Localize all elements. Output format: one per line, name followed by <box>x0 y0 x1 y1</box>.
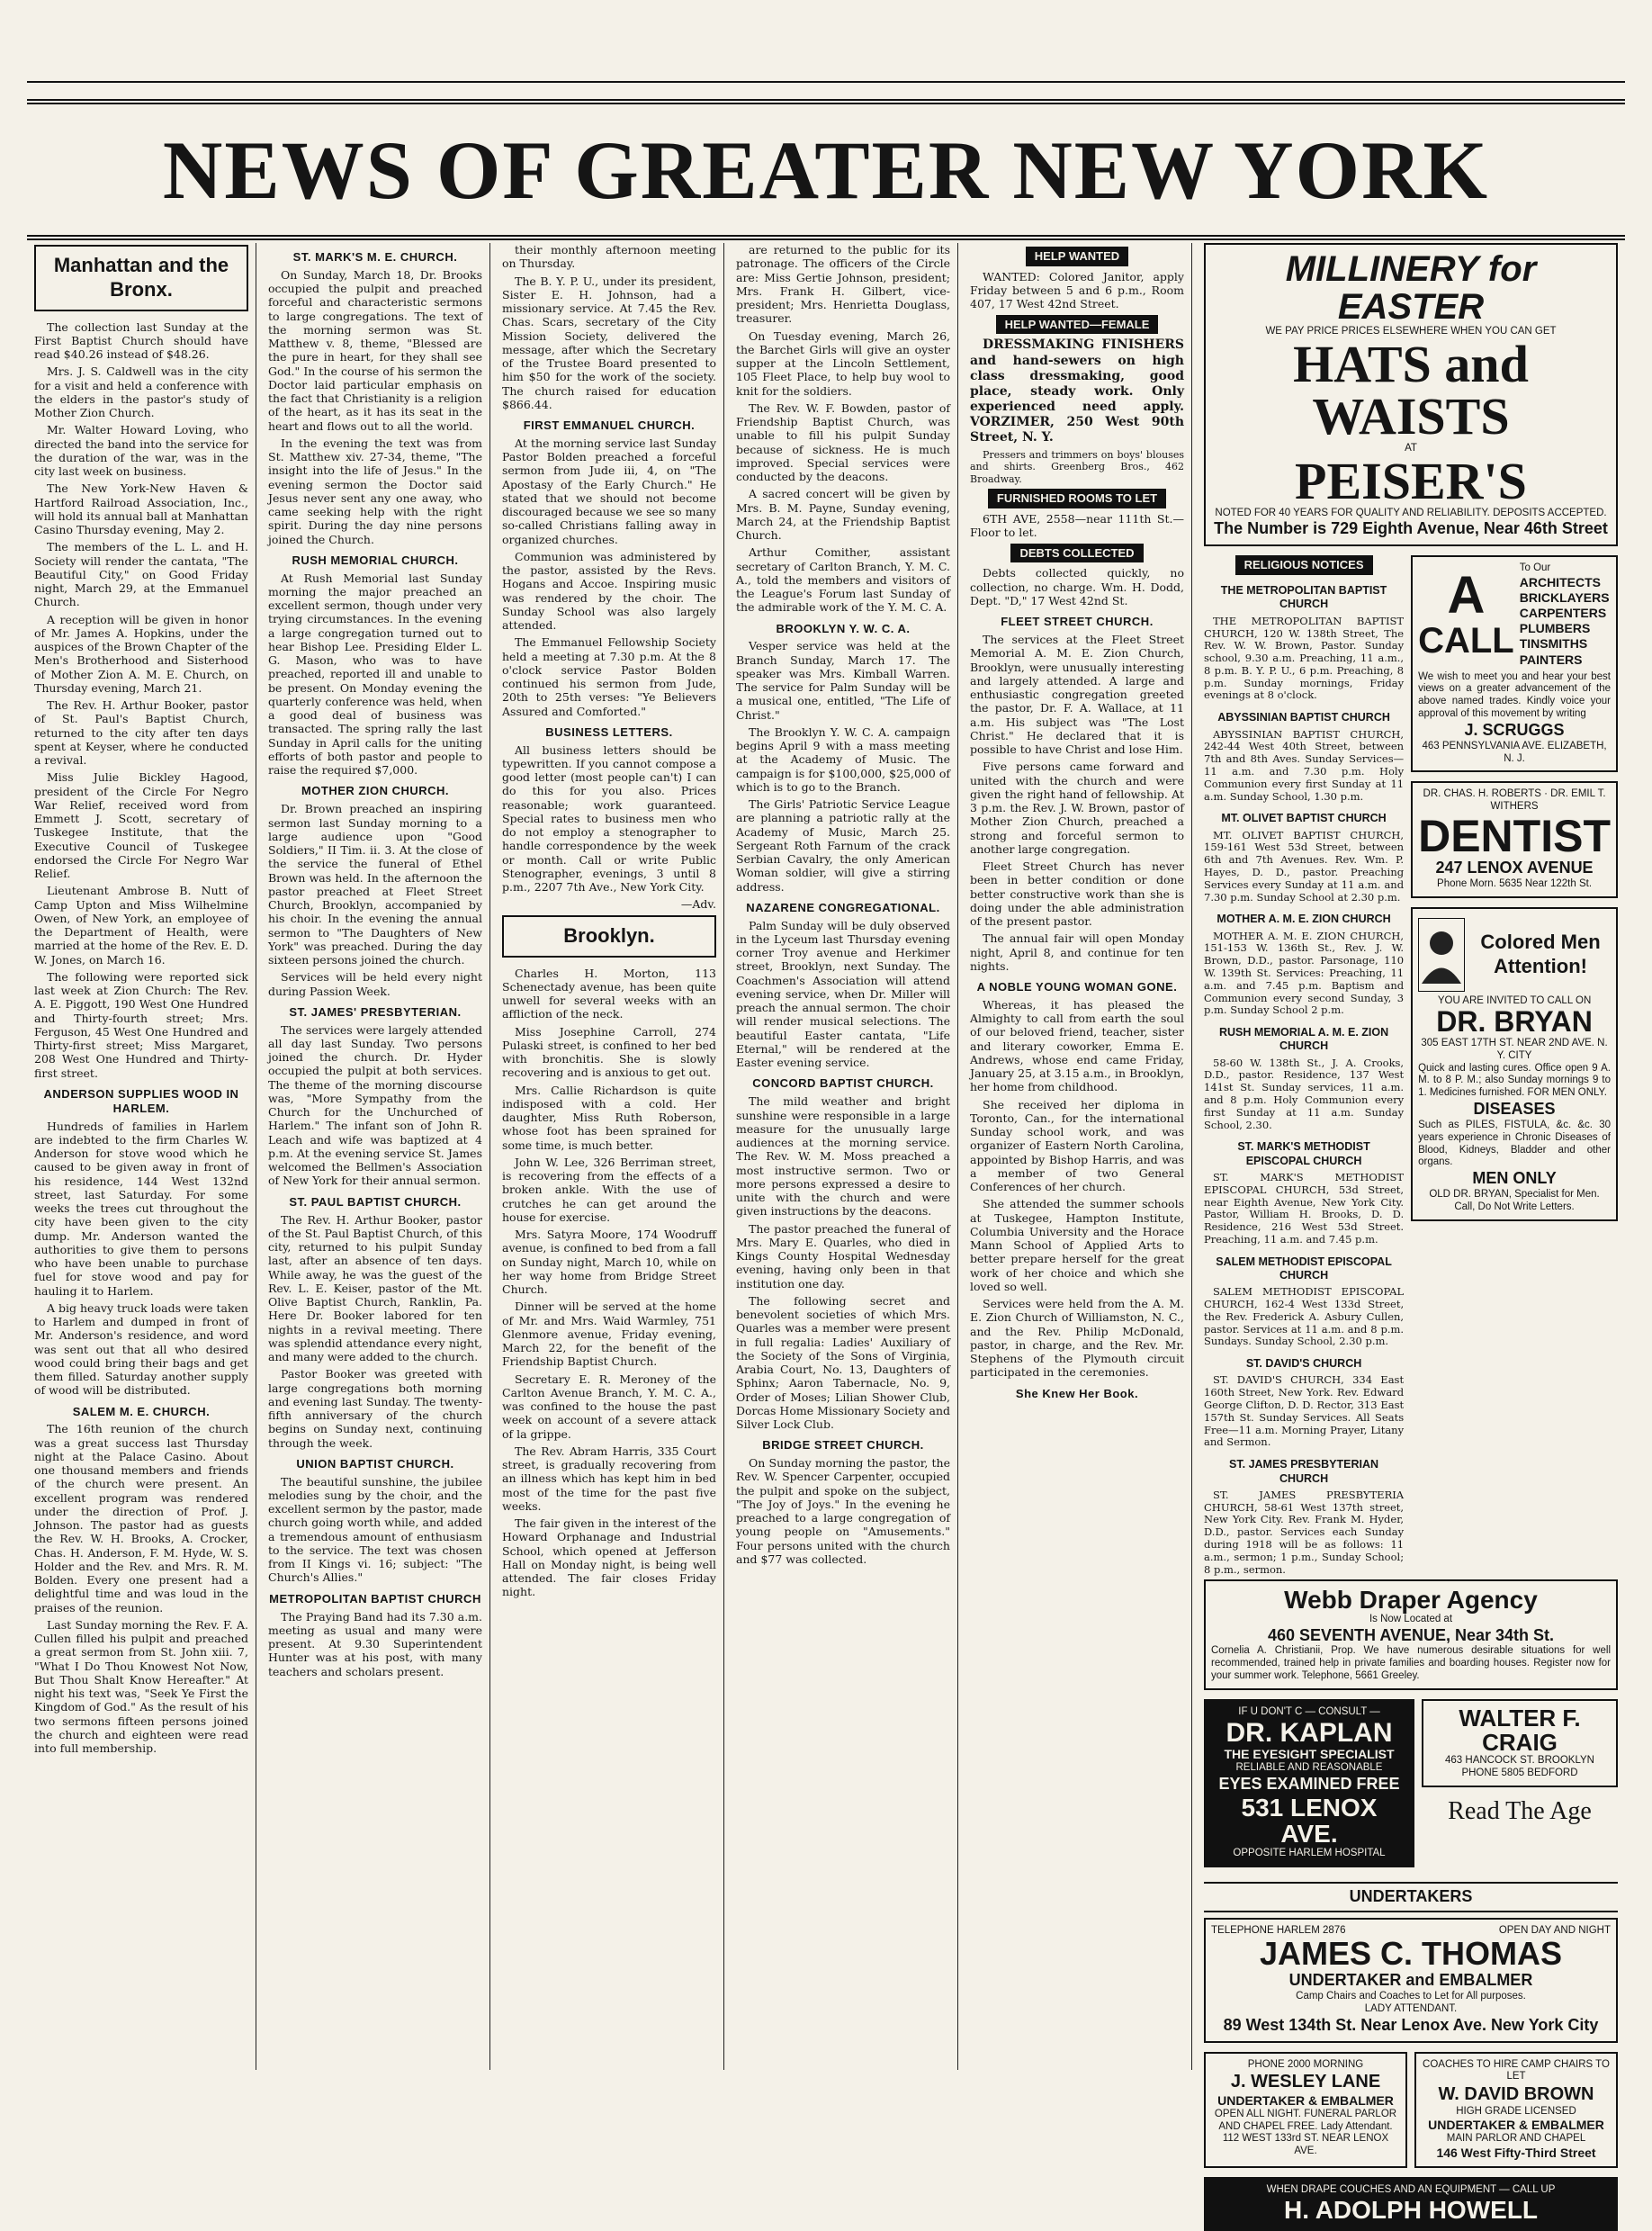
classified-ad: Debts collected quickly, no collection, no charge. Wm. H. Dodd, Dept. "D," 17 West 42nd St. <box>970 566 1184 607</box>
news-item: The fair given in the interest of the Howard Orphanage and Industrial School, which opened at Jefferson Hall on Monday night, is being well attended. The fair closes Friday night. <box>502 1516 716 1599</box>
brown-sub: UNDERTAKER & EMBALMER <box>1428 2118 1604 2133</box>
invited-label: YOU ARE INVITED TO CALL ON <box>1437 994 1592 1006</box>
news-item: The mild weather and bright sunshine were responsible in a large measure for the unusually large audiences at the morning service. The Rev. W. M. Moss preached a most instructive sermon. Two or more persons expressed a desire to unite with the church and were given instructions by the deacons. <box>736 1094 950 1219</box>
news-item: The Rev. Abram Harris, 335 Court street, is gradually recovering from an illness which has kept him in bed most of the time for the past five weeks. <box>502 1444 716 1513</box>
news-item: Mrs. Satyra Moore, 174 Woodruff avenue, is confined to bed from a fall on Sunday night, March 10, while on her way home from Bridge Street Church. <box>502 1228 716 1297</box>
column-6-ads <box>1197 243 1625 2225</box>
masthead <box>27 99 1625 240</box>
kaplan-sub: THE EYESIGHT SPECIALIST <box>1224 1747 1395 1762</box>
craig-address: 463 HANCOCK ST. BROOKLYN <box>1445 1755 1594 1767</box>
religious-notices <box>1204 555 1404 1579</box>
bryan-ad <box>1411 907 1618 1221</box>
column-5 <box>963 243 1192 2070</box>
lane-phone: PHONE 2000 MORNING <box>1247 2058 1364 2070</box>
peiser-sub: NOTED FOR 40 YEARS FOR QUALITY AND RELIABILITY. DEPOSITS ACCEPTED. <box>1215 507 1607 518</box>
heading-union: UNION BAPTIST CHURCH. <box>296 1456 454 1471</box>
notice-title: ST. DAVID'S CHURCH <box>1245 1357 1362 1371</box>
peiser-title: PEISER'S <box>1295 451 1527 510</box>
news-item: The following were reported sick last week at Zion Church: The Rev. A. E. Piggott, 190 West One Hundred and Thirty-fourth street; Mrs. Ferguson, 45 West One Hundred and Thirty-first street; Miss Margaret, 208 West One Hundred and Thirty-first street. <box>34 969 248 1080</box>
webb-title: Webb Draper Agency <box>1284 1586 1538 1615</box>
bryan-text: Quick and lasting cures. Office open 9 A. M. to 8 P. M.; also Sunday mornings 9 to 1. Medicines furnished. FOR MEN ONLY. <box>1418 1062 1611 1099</box>
howell-ad <box>1204 2177 1618 2230</box>
news-item: Miss Josephine Carroll, 274 Pulaski street, is confined to her bed with bronchitis. She is slowly recovering and is anxious to get out. <box>502 1024 716 1080</box>
notice-text: THE METROPOLITAN BAPTIST CHURCH, 120 W. 138th Street, The Rev. W. W. Brown, Pastor. Sunday school, 9.30 a.m. Preaching, 11 a.m., 8 p.m. B. Y. P. U., 6 p.m. Preaching, 8 p.m. Sunday mornings, Friday evenings at 8 o'clock. <box>1204 614 1405 702</box>
column-1 <box>27 243 256 2070</box>
kaplan-address: 531 LENOX AVE. <box>1241 1793 1378 1849</box>
howell-top: WHEN DRAPE COUCHES AND AN EQUIPMENT — CALL UP <box>1266 2184 1556 2196</box>
heading-metropolitan: METROPOLITAN BAPTIST CHURCH <box>269 1591 481 1606</box>
column-2 <box>261 243 490 2070</box>
news-item: The B. Y. P. U., under its president, Sister E. H. Johnson, had a missionary service. At 7.45 the Rev. Chas. Scars, secretary of the City Mission Society, delivered the message, after which the Secretary of the Trustee Board presented to him $50 for the work of the society. The church raised for education $866.44. <box>502 274 716 411</box>
thomas-text: Camp Chairs and Coaches to Let for All purposes. <box>1296 1991 1526 2002</box>
dentist-address: 247 LENOX AVENUE <box>1435 858 1594 877</box>
page-title: NEWS OF GREATER NEW YORK <box>162 123 1490 216</box>
news-item: Mrs. J. S. Caldwell was in the city for a visit and held a conference with the elders in the pastor's study of Mother Zion Church. <box>34 364 248 420</box>
news-item: Palm Sunday will be duly observed in the Lyceum last Thursday evening corner Troy avenue and Herkimer street, Brooklyn, next Sunday. The Coachmen's Association will attend evening service, when Dr. Miller will preach the annual sermon. The choir will render musical selections. The beautiful Easter cantata, "Life Eternal," will be rendered at the Easter evening service. <box>736 918 950 1070</box>
brown-title: W. DAVID BROWN <box>1438 2084 1594 2105</box>
lane-text: OPEN ALL NIGHT. FUNERAL PARLOR AND CHAPEL FREE. Lady Attendant. <box>1214 2108 1397 2132</box>
section-brooklyn: Brooklyn. <box>502 915 716 958</box>
news-item: The New York-New Haven & Hartford Railroad Association, Inc., will hold its annual ball at Manhattan Casino Thursday evening, May 2. <box>34 481 248 537</box>
call-trades: ARCHITECTS BRICKLAYERS CARPENTERS PLUMBERS TINSMITHS PAINTERS <box>1519 575 1610 667</box>
notice-text: MOTHER A. M. E. ZION CHURCH, 151-153 W. 136th St., Rev. J. W. Brown, D.D., pastor. Parsonage, 110 W. 139th St. Services: Preaching, 11 a.m. and 7.45 p.m. Baptism and Communion every second Sunday, 3 p.m. Sunday School 2 p.m. <box>1204 929 1405 1017</box>
peiser-address: The Number is 729 Eighth Avenue, Near 46th Street <box>1214 519 1608 538</box>
thomas-address: 89 West 134th St. Near Lenox Ave. New York City <box>1223 2015 1599 2034</box>
classified-ad: DRESSMAKING FINISHERS and hand-sewers on high class dressmaking, good place, steady work. Only experienced need apply. VORZIMER, 250 West 90th Street, N. Y. <box>970 337 1184 445</box>
lane-sub: UNDERTAKER & EMBALMER <box>1217 2092 1394 2108</box>
news-item: Dr. Brown preached an inspiring sermon last Sunday morning to a large audience upon "Good Soldiers," II Tim. ii. 3. At the close of the service the funeral of Ethel Brown was held. In the afternoon the pastor preached at Fleet Street Church, Brooklyn, accompanied by his choir. In the evening the annual sermon to "The Daughters of New York" was preached. During the day sixteen persons joined the church. <box>268 802 482 967</box>
heading-anderson: ANDERSON SUPPLIES WOOD IN HARLEM. <box>43 1086 239 1115</box>
craig-ad <box>1422 1699 1618 1787</box>
heading-noble-young-woman: A NOBLE YOUNG WOMAN GONE. <box>976 980 1178 994</box>
news-item: The Rev. H. Arthur Booker, pastor of St. Paul's Baptist Church, returned to the city after ten days spent at Keyser, where he conducted a revival. <box>34 698 248 768</box>
howell-title: H. ADOLPH HOWELL <box>1283 2196 1539 2225</box>
notice-title: SALEM METHODIST EPISCOPAL CHURCH <box>1216 1255 1392 1282</box>
thomas-sub: UNDERTAKER and EMBALMER <box>1288 1971 1533 1990</box>
notice-title: MOTHER A. M. E. ZION CHURCH <box>1217 913 1391 926</box>
news-item: The members of the L. L. and H. Society will render the cantata, "The Beautiful City," on Good Friday night, March 29, at the Emmanuel Church. <box>34 540 248 609</box>
kaplan-ad <box>1204 1699 1414 1867</box>
news-item: their monthly afternoon meeting on Thursday. <box>502 243 716 271</box>
news-item: Fleet Street Church has never been in better condition or done better constructive work than she is doing under the able administration of the present pastor. <box>970 859 1184 929</box>
brown-licensed: HIGH GRADE LICENSED <box>1456 2105 1576 2117</box>
lane-ad <box>1204 2052 1407 2169</box>
doctor-portrait <box>1418 918 1465 992</box>
notice-text: ST. DAVID'S CHURCH, 334 East 160th Street, New York. Rev. Edward George Clifton, D. D. Rector, 313 East 157th St. Sunday Services. All Seats Free—11 a.m. Morning Prayer, Litany and Sermon. <box>1204 1373 1405 1449</box>
heading-fleet-street: FLEET STREET CHURCH. <box>1001 615 1154 629</box>
dentist-phone: Phone Morn. 5635 Near 122th St. <box>1437 877 1593 889</box>
call-address: 463 PENNSYLVANIA AVE. ELIZABETH, N. J. <box>1422 740 1607 764</box>
kaplan-reliable: RELIABLE AND REASONABLE <box>1235 1762 1383 1774</box>
religious-notices-heading: RELIGIOUS NOTICES <box>1235 555 1373 575</box>
heading-business-letters: BUSINESS LETTERS. <box>545 724 673 739</box>
webb-address: 460 SEVENTH AVENUE, Near 34th St. <box>1267 1625 1555 1644</box>
news-item: She attended the summer schools at Tuskegee, Hampton Institute, Columbia University and the Horace Mann School of Applied Arts to better prepare herself for the great work of her choice and which she loved so well. <box>970 1197 1184 1293</box>
news-item: A reception will be given in honor of Mr. James A. Hopkins, under the auspices of the Brown Chapter of the Men's Brotherhood and Sisterhood of Mother Zion A. M. E. Church, on Thursday evening, March 21. <box>34 612 248 695</box>
news-item: The following secret and benevolent societies of which Mrs. Quarles was a member were present in full regalia: Ladies' Auxiliary of the Society of the Sons of Virginia, Arabia Court, No. 13, Daughters of Sphinx; Aaron Tabernacle, No. 9, Order of Moses; Lilian Shower Club, Dorcas Home Missionary Society and Silver Lock Club. <box>736 1293 950 1432</box>
notice-title: THE METROPOLITAN BAPTIST CHURCH <box>1220 584 1387 611</box>
hats-title: HATS and WAISTS <box>1293 334 1529 445</box>
brown-address: 146 West Fifty-Third Street <box>1436 2146 1596 2161</box>
heading-bridge-street: BRIDGE STREET CHURCH. <box>762 1438 924 1453</box>
news-item: The Brooklyn Y. W. C. A. campaign begins April 9 with a mass meeting at the Academy of Music. The campaign is for $100,000, $25,000 of which is to go to the Branch. <box>736 724 950 794</box>
dentist-ad <box>1411 781 1618 897</box>
section-manhattan: Manhattan and the Bronx. <box>34 245 248 311</box>
diseases-title: DISEASES <box>1473 1100 1556 1119</box>
heading-mother-zion: MOTHER ZION CHURCH. <box>301 784 450 798</box>
news-item: Secretary E. R. Meroney of the Carlton Avenue Branch, Y. M. C. A., was confined to the house the past week on account of a severe attack of la grippe. <box>502 1372 716 1441</box>
dentist-names: DR. CHAS. H. ROBERTS · DR. EMIL T. WITHERS <box>1423 788 1606 813</box>
webb-sub: Is Now Located at <box>1369 1613 1453 1624</box>
footer-caption: She Knew Her Book. <box>1015 1386 1139 1400</box>
news-item: The Girls' Patriotic Service League are planning a patriotic rally at the Academy of Music, March 25. Sergeant Roth Farnum of the crack Serbian Cavalry, the only American Woman soldier, will give a stirring address. <box>736 797 950 894</box>
notice-title: ST. JAMES PRESBYTERIAN CHURCH <box>1229 1458 1379 1485</box>
heading-stjames: ST. JAMES' PRESBYTERIAN. <box>289 1004 462 1019</box>
column-3 <box>495 243 724 2070</box>
news-item: The beautiful sunshine, the jubilee melodies sung by the choir, and the excellent sermon by the pastor, made church going worth while, and added a tremendous amount of enthusiasm to the service. The text was chosen from II Kings vi. 16; subject: "The Church's Allies." <box>268 1474 482 1585</box>
news-item: Vesper service was held at the Branch Sunday, March 17. The speaker was Mrs. Kimball Warren. The service for Palm Sunday will be a musical one, entitled, "The Life of Christ." <box>736 639 950 722</box>
bryan-footer: OLD DR. BRYAN, Specialist for Men. Call, Do Not Write Letters. <box>1429 1189 1600 1212</box>
thomas-open: OPEN DAY AND NIGHT <box>1498 1924 1611 1936</box>
brown-ad <box>1414 2052 1618 2169</box>
adv-mark: —Adv. <box>680 897 716 912</box>
heading-stpaul: ST. PAUL BAPTIST CHURCH. <box>289 1194 462 1209</box>
notice-text: SALEM METHODIST EPISCOPAL CHURCH, 162-4 West 133d Street, the Rev. Frederick A. Asbury Cullen, pastor. Services at 11 a.m. and 8 p.m. Sundays. Sunday School, 2.30 p.m. <box>1204 1285 1405 1348</box>
thomas-title: JAMES C. THOMAS <box>1259 1935 1563 1973</box>
heading-brooklyn-ywca: BROOKLYN Y. W. C. A. <box>776 621 911 635</box>
news-item: The Praying Band had its 7.30 a.m. meeting as usual and many were present. At 9.30 Superintendent Hunter was at his post, with many teachers and scholars present. <box>268 1609 482 1678</box>
debts-heading: DEBTS COLLECTED <box>1010 544 1143 563</box>
kaplan-eyes: EYES EXAMINED FREE <box>1218 1775 1400 1794</box>
webb-ad <box>1204 1579 1618 1690</box>
brown-chapel: MAIN PARLOR AND CHAPEL <box>1446 2133 1586 2145</box>
news-item: are returned to the public for its patronage. The officers of the Circle are: Miss Gertie Johnson, president; Mrs. Frank H. Gilbert, vice-president; Mrs. Henrietta Douglass, treasurer. <box>736 243 950 326</box>
kaplan-top: IF U DON'T C — CONSULT — <box>1238 1705 1380 1717</box>
heading-salem: SALEM M. E. CHURCH. <box>72 1404 211 1418</box>
news-item: Dinner will be served at the home of Mr. and Mrs. Waid Warmley, 751 Glenmore avenue, Friday evening, March 22, for the benefit of the Friendship Baptist Church. <box>502 1300 716 1369</box>
call-text: We wish to meet you and hear your best views on a greater advancement of the above named trades. Kindly voice your approval of this movement by writing <box>1418 670 1611 719</box>
millinery-title: MILLINERY for EASTER <box>1285 249 1537 327</box>
news-item: The Emmanuel Fellowship Society held a meeting at 7.30 p.m. At the 8 o'clock service Pastor Bolden continued his sermon from Jude, 20th to 25th verses: "Ye Believers Assured and Comforted." <box>502 635 716 718</box>
news-item: The services at the Fleet Street Memorial A. M. E. Zion Church, Brooklyn, were unusually interesting and largely attended. A large and enthusiastic congregation greeted the pastor, Dr. F. A. Wallace, at 11 a.m. His subject was "The Lost Christ." He declared that it is possible to have Christ and lose Him. <box>970 633 1184 757</box>
ads-right-2 <box>1422 1699 1618 1876</box>
thomas-ad <box>1204 1918 1618 2043</box>
news-item: In the evening the text was from St. Matthew xiv. 27-34, theme, "The insight into the life of Jesus." In the evening sermon the Doctor said Jesus never sent any one away, who came seeking help with the right spirit. During the day nine persons joined the Church. <box>268 436 482 546</box>
webb-text: Cornelia A. Christianii, Prop. We have numerous desirable situations for well recommended, trained help in private families and boarding houses. Register now for your summer work. Telephone, 5661 Greeley. <box>1211 1645 1611 1682</box>
news-item: Last Sunday morning the Rev. F. A. Cullen filled his pulpit and preached a great sermon from St. John xiii. 7, "What I Do Thou Knowest Not Now, But Thou Shalt Know Hereafter." At night his text was, "Seek Ye First the Kingdom of God." As the result of his two sermons fifteen persons joined the church and eighteen were read into full membership. <box>34 1617 248 1756</box>
heading-rush: RUSH MEMORIAL CHURCH. <box>292 553 459 567</box>
craig-phone: PHONE 5805 BEDFORD <box>1461 1768 1578 1779</box>
news-item: The pastor preached the funeral of Mrs. Mary E. Quarles, who died in Kings County Hospital Wednesday evening, having only been in that institution one day. <box>736 1221 950 1291</box>
news-item: On Tuesday evening, March 26, the Barchet Girls will give an oyster supper at the Lincoln Settlement, 105 Fleet Place, to help buy wool to knit for the soldiers. <box>736 328 950 398</box>
news-item: Miss Julie Bickley Hagood, president of the Circle For Negro War Relief, received word from Emmett J. Scott, secretary of Tuskegee Institute, that the Executive Council of Tuskegee endorsed the Circle For Negro War Relief. <box>34 770 248 881</box>
news-item: Mrs. Callie Richardson is quite indisposed with a cold. Her daughter, Miss Ruth Roberson, whose foot has been sprained for some time, is much better. <box>502 1083 716 1152</box>
news-item: Mr. Walter Howard Loving, who directed the band into the service for the duration of the war, was in the city last week on business. <box>34 423 248 479</box>
top-strip <box>27 18 1625 83</box>
heading-first-emmanuel: FIRST EMMANUEL CHURCH. <box>523 418 696 432</box>
notice-text: ST. MARK'S METHODIST EPISCOPAL CHURCH, 53d Street, near Eighth Avenue, New York City. Pastor, William H. Brooks, D. D. Residence, 216 West 53d Street. Preaching, 11 a.m. and 7.45 p.m. <box>1204 1170 1405 1246</box>
craig-title: WALTER F. CRAIG <box>1459 1704 1581 1757</box>
news-item: The services were largely attended all day last Sunday. Two persons joined the church. Dr. Hyder occupied the pulpit at both services. The theme of the morning discourse was, "More Sympathy from the Church for the Unchurched of Harlem." The infant son of John R. Leach and wife was baptized at 4 p.m. At the evening service St. James welcomed the Bellmen's Association of New York for their annual sermon. <box>268 1022 482 1188</box>
notice-title: RUSH MEMORIAL A. M. E. ZION CHURCH <box>1218 1026 1389 1053</box>
millinery-sub: WE PAY PRICE PRICES ELSEWHERE WHEN YOU CAN GET <box>1265 326 1557 337</box>
lane-title: J. WESLEY LANE <box>1230 2072 1381 2092</box>
men-only-title: MEN ONLY <box>1472 1169 1557 1188</box>
news-item: Services were held from the A. M. E. Zion Church of Williamston, N. C., and the Rev. Philip McDonald, pastor, in charge, and the Rev. Mr. Stephens of the Plymouth circuit participated in the ceremonies. <box>970 1297 1184 1380</box>
news-item: On Sunday morning the pastor, the Rev. W. Spencer Carpenter, occupied the pulpit and spoke on the subject, "The Joy of Joys." In the evening he preached to a large congregation of young people on "Amusements." Four persons united with the church and $77 was collected. <box>736 1456 950 1566</box>
news-item: She received her diploma in Toronto, Can., for the international Sunday school work, and was organizer of Eastern North Carolina, appointed by Bishop Harris, and was a member of two General Conferences of her church. <box>970 1097 1184 1194</box>
news-item: The annual fair will open Monday night, April 8, and continue for ten nights. <box>970 931 1184 973</box>
colored-men-title: Colored Men Attention! <box>1480 930 1601 977</box>
news-item: On Sunday, March 18, Dr. Brooks occupied the pulpit and preached forceful and characteristic sermons to large congregations. The text of the morning sermon was St. Matthew v. 8, theme, "Blessed are the pure in heart, for they shall see God." In the course of his sermon the Doctor laid particular emphasis on the fact that Christianity is a religion of the heart, as it has its seat in the heart and flows out to all the world. <box>268 267 482 433</box>
call-title: CALL <box>1418 621 1514 661</box>
notice-text: ST. JAMES PRESBYTERIA CHURCH, 58-61 West 137th street, New York City. Rev. Frank M. Hyder, D.D., pastor. Services each Sunday during 1918 will be as follows: 11 a.m., sermon; 1 p.m., Sunday School; 8 p.m., sermon. <box>1204 1488 1405 1576</box>
notice-title: MT. OLIVET BAPTIST CHURCH <box>1221 812 1387 825</box>
thomas-phone: TELEPHONE HARLEM 2876 <box>1211 1924 1346 1936</box>
column-4 <box>729 243 958 2070</box>
thomas-lady: LADY ATTENDANT. <box>1364 2002 1458 2014</box>
peiser-ad <box>1204 243 1618 546</box>
notice-text: ABYSSINIAN BAPTIST CHURCH, 242-44 West 40th Street, between 7th and 8th Aves. Sunday Services—11 a.m. and 7.30 p.m. Holy Communion every first Sunday at 11 a.m. Sunday School, 1.30 p.m. <box>1204 727 1405 803</box>
news-item: John W. Lee, 326 Berriman street, is recovering from the effects of a broken ankle. With the use of crutches he can get around the house for exercise. <box>502 1155 716 1224</box>
at-label: AT <box>1405 442 1417 454</box>
classified-ad: Pressers and trimmers on boys' blouses and shirts. Greenberg Bros., 462 Broadway. <box>970 449 1184 485</box>
scruggs-ad <box>1411 555 1618 772</box>
classified-ad: WANTED: Colored Janitor, apply Friday between 5 and 6 p.m., Room 407, 17 West 42nd Street. <box>970 269 1184 311</box>
heading-nazarene: NAZARENE CONGREGATIONAL. <box>746 900 940 914</box>
ads-row-3 <box>1204 2052 1618 2178</box>
notice-text: MT. OLIVET BAPTIST CHURCH, 159-161 West 53d Street, between 6th and 7th Avenues. Rev. Wm. P. Hayes, D. D., pastor. Preaching Services every Sunday at 11 a.m. and 7.30 p.m. Sunday School at 2.30 p.m. <box>1204 828 1405 904</box>
heading-stmarks: ST. MARK'S M. E. CHURCH. <box>292 250 458 264</box>
news-item: Pastor Booker was greeted with large congregations both morning and evening last Sunday. The twenty-fifth anniversary of the church begins on Sunday next, continuing through the week. <box>268 1367 482 1450</box>
diseases-text: Such as PILES, FISTULA, &c. &c. 30 years experience in Chronic Diseases of Blood, Kidneys, Bladder and other organs. <box>1418 1120 1611 1168</box>
news-item: Services will be held every night during Passion Week. <box>268 970 482 998</box>
news-item: At Rush Memorial last Sunday morning the major preached an excellent sermon, though under very trying circumstances. In the evening a large congregation turned out to hear Bishop Lee. Presiding Elder L. G. Mason, who was to have preached, reported ill and unable to be present. On Monday evening the quarterly conference was held, when a good deal of business was transacted. The spring rally the last Sunday in April calls for the uniting efforts of both pastor and people to raise the required $7,000. <box>268 571 482 778</box>
portrait-icon <box>1419 925 1464 984</box>
news-item: Communion was administered by the pastor, assisted by the Revs. Hogans and Accoe. Inspiring music was rendered by the choir. The Sunday School was also largely attended. <box>502 549 716 633</box>
ads-right <box>1411 555 1618 1579</box>
help-female-heading: HELP WANTED—FEMALE <box>996 315 1159 335</box>
notice-title: ABYSSINIAN BAPTIST CHURCH <box>1217 711 1390 724</box>
news-item: The collection last Sunday at the First Baptist Church should have read $40.26 instead of $48.26. <box>34 319 248 362</box>
dentist-title: DENTIST <box>1418 810 1611 861</box>
news-item: Hundreds of families in Harlem are indebted to the firm Charles W. Anderson for stove wood which he caused to be given away in front of his residence, 144 West 132nd street, last Saturday. For some weeks the trees cut throughout the city have been given to the city dump. Mr. Anderson wanted the authorities to give them to persons who have been unable to purchase fuel for stove wood and pay for hauling it to Harlem. <box>34 1119 248 1298</box>
ads-row-2 <box>1204 1699 1618 1876</box>
furnished-rooms-heading: FURNISHED ROOMS TO LET <box>988 489 1166 508</box>
news-item: Five persons came forward and united with the church and were given the right hand of fellowship. At 3 p.m. the Rev. J. W. Brown, pastor of Mother Zion Church, preached a strong and forceful sermon to another large congregation. <box>970 760 1184 856</box>
news-item: At the morning service last Sunday Pastor Bolden preached a forceful sermon from Jude iii, 4, on "The Apostasy of the Early Church." He stated that we should not become discouraged because we see so many so-called Christians falling away in organized churches. <box>502 436 716 546</box>
call-name: J. SCRUGGS <box>1464 720 1565 739</box>
kaplan-title: DR. KAPLAN <box>1226 1717 1393 1748</box>
news-item: Lieutenant Ambrose B. Nutt of Camp Upton and Miss Wilhelmine Owen, of New York, an employee of the Department of Health, were married at the home of the Rev. E. D. W. Jones, on March 16. <box>34 884 248 967</box>
news-item: All business letters should be typewritten. If you cannot compose a good letter (most people can't) I can do this for you also. Prices reasonable; work guaranteed. Special rates to business men who do not employ a stenographer to handle correspondence by the week or month. Call or write Public Stenographer, evenings, 3 until 8 p.m., 2207 7th Ave., New York City. <box>502 742 716 895</box>
help-wanted-heading: HELP WANTED <box>1026 247 1128 266</box>
call-to: To Our <box>1519 562 1551 574</box>
read-the-age: Read The Age <box>1448 1797 1592 1826</box>
news-item: The Rev. W. F. Bowden, pastor of Friendship Baptist Church, was unable to fill his pulpit Sunday because of sickness. He is much improved. Special services were conducted by the deacons. <box>736 400 950 483</box>
news-item: A sacred concert will be given by Mrs. B. M. Payne, Sunday evening, March 24, at the Friendship Baptist Church. <box>736 487 950 542</box>
heading-concord: CONCORD BAPTIST CHURCH. <box>752 1076 934 1091</box>
notice-text: 58-60 W. 138th St., J. A. Crooks, D.D., pastor. Residence, 137 West 141st St. Sunday services, 11 a.m. and 8 p.m. Holy Communion every first Sunday at 11 a.m. Sunday School, 2.30. <box>1204 1056 1405 1131</box>
news-item: Arthur Comither, assistant secretary of Carlton Branch, Y. M. C. A., told the members and visitors of the League's Forum last Sunday of the admirable work of the Y. M. C. A. <box>736 545 950 615</box>
undertakers-heading: UNDERTAKERS <box>1204 1882 1618 1912</box>
lane-address: 112 WEST 133rd ST. NEAR LENOX AVE. <box>1222 2133 1389 2157</box>
news-item: The 16th reunion of the church was a great success last Thursday night at the Palace Casino. About one thousand members and friends of the church were present. An excellent program was rendered under the direction of Prof. J. Johnson. The pastor had as guests the Rev. W. H. Brooks, A. Crocker, Chas. H. Anderson, F. M. Hyde, W. S. Holder and the Rev. and Mrs. R. M. Bolden. Every one present had a delightful time and was loud in the praises of the reunion. <box>34 1422 248 1615</box>
classified-ad: 6TH AVE, 2558—near 111th St.—Floor to let. <box>970 512 1184 540</box>
call-a: A <box>1447 566 1486 625</box>
dr-bryan-title: DR. BRYAN <box>1436 1005 1593 1039</box>
news-item: The Rev. H. Arthur Booker, pastor of the St. Paul Baptist Church, of this city, returned to his pulpit Sunday last, after an absence of ten days. While away, he was the guest of the Rev. L. E. Keiser, pastor of the Mt. Olive Baptist Church, Ranklin, Pa. Here Dr. Booker labored for ten nights in a revival meeting. There was splendid attendance every night, and many were added to the church. <box>268 1212 482 1364</box>
news-item: A big heavy truck loads were taken to Harlem and dumped in front of Mr. Anderson's residence, and word was sent out that all who desired wood could bring their bags and get them filled. Saturday another supply of wood will be distributed. <box>34 1300 248 1398</box>
brown-top: COACHES TO HIRE CAMP CHAIRS TO LET <box>1423 2058 1610 2083</box>
news-item: Charles H. Morton, 113 Schenectady avenue, has been quite unwell for several weeks with an affliction of the neck. <box>502 966 716 1021</box>
kaplan-opposite: OPPOSITE HARLEM HOSPITAL <box>1233 1847 1386 1858</box>
bryan-address: 305 EAST 17TH ST. NEAR 2ND AVE. N. Y. CITY <box>1421 1038 1608 1061</box>
notice-title: ST. MARK'S METHODIST EPISCOPAL CHURCH <box>1237 1140 1370 1167</box>
ads-row <box>1204 555 1618 1579</box>
news-item: Whereas, it has pleased the Almighty to call from earth the soul of our beloved friend, teacher, sister and literary coworker, Emma E. Andrews, whose end came Friday, January 25, at 3.15 a.m., in Brooklyn, her home from childhood. <box>970 997 1184 1094</box>
